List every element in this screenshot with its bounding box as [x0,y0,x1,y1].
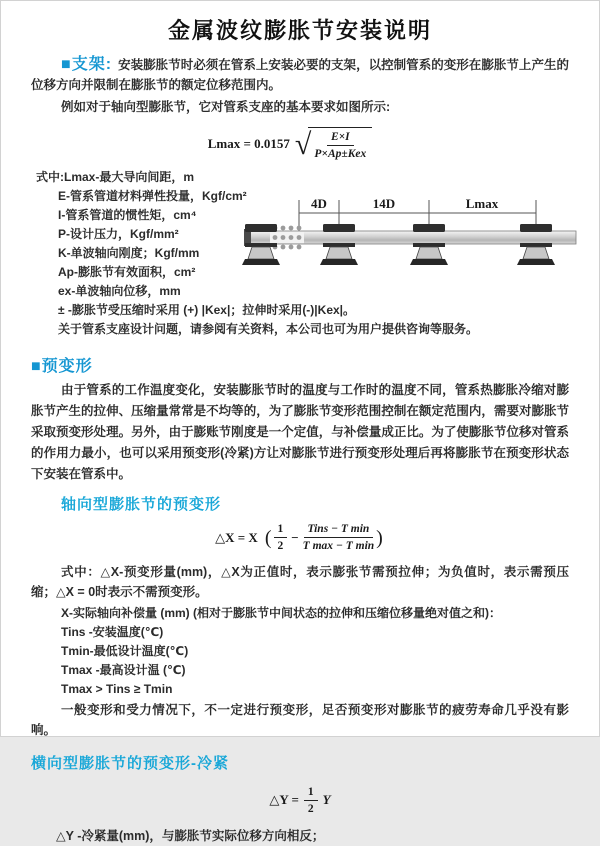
dim-label-4d: 4D [311,196,327,211]
lateral-predeform-title: 横向型膨胀节的预变形-冷紧 [31,754,229,772]
lmax-fraction-numerator: E×I [327,130,354,146]
definition-k: K-单波轴向刚度；Kgf/mm [58,245,200,260]
support-closing-note: 关于管系支座设计问题，请参阅有关资料，本公司也可为用户提供咨询等服务。 [58,321,479,336]
support-section-heading: ■支架: [61,56,113,73]
axial-formula-note: 式中：△X-预变形量(mm)，△X为正值时，表示膨张节需预拉伸；为负值时，表示需预压缩；△X = 0时表示不需预变形。 [31,564,569,599]
one-half-fraction: $\frac{1}{2}$ [274,522,288,554]
lateral-formula-suffix: Y [322,792,331,808]
predeform-paragraph: 由于管系的工作温度变化，安装膨胀节时的温度与工作时的温度不同，管系热膨胀冷缩对膨胀节产生的拉伸、压缩量常常是不均等的，为了膨胀节变形范围控制在额定范围内，需要对膨胀节采取预变形处理。另外，由于膨账节刚度是一个定值，与补偿量成正比。为了使膨胀节位移对管系的作用力最小，也可以采用预变形(冷紧)方让对膨胀节进行预变形处理后再将膨胀节在预变形状态下安装在管系中。 [31,382,569,481]
minus-operator: − [291,529,299,545]
lateral-predeform-formula [1,785,599,817]
predeform-section-heading: ■预变形 [31,357,93,375]
pipe-support-anchor [242,224,280,265]
pipe-support [410,224,448,265]
definition-ap: Ap-膨胀节有效面积，cm² [58,264,196,279]
axial-item-tmax: Tmax -最高设计温 (℃) [61,662,186,677]
dim-label-lmax: Lmax [465,196,499,211]
axial-formula-prefix: △X = X [215,529,258,545]
axial-item-relation: Tmax > Tins ≥ Tmin [61,681,173,696]
pipe-support [320,224,358,265]
axial-item-tmin: Tmin-最低设计温度(℃) [61,643,189,658]
page-title: 金属波纹膨胀节安装说明 [167,18,432,43]
temperature-fraction: $\frac{\text{Tins − T min}}{\text{T max − T min}}$ [302,522,375,553]
support-intro-text: 安装膨胀节时必须在管系上安装必要的支架，以控制管系的变形在膨胀节上产生的位移方向并限制在膨胀节的额定位移范围内。 [31,58,569,92]
right-paren: ) [376,526,383,549]
lmax-fraction [314,130,366,162]
definition-i: I-管系管道的惯性矩，cm⁴ [58,207,197,222]
axial-item-x: X-实际轴向补偿量 (mm) (相对于膨胀节中间状态的拉伸和压缩位移量绝对值之和)： [61,605,501,620]
axial-symbol-list [61,604,569,699]
support-intro-paragraph [31,55,569,95]
axial-predeform-title: 轴向型膨胀节的预变形 [61,495,222,513]
axial-closing-note: 一般变形和受力情况下，不一定进行预变形，足否预变形对膨胀节的疲劳寿命几乎没有影响。 [31,702,569,737]
definition-ex: ex-单波轴向位移，mm [58,283,181,298]
definition-kex-sign: ± -膨胀节受压缩时采用 (+) |Kex|；拉伸时采用(-)|Kex|。 [58,302,356,317]
lmax-formula-prefix: Lmax = 0.0157 [207,136,290,152]
dim-label-14d: 14D [372,196,396,211]
one-half-fraction: $\frac{1}{2}$ [304,785,318,817]
definition-lmax: 式中:Lmax-最大导向间距，m [36,169,195,184]
lmax-fraction-denominator: P×Ap±Kex [314,148,367,161]
lateral-formula-note: △Y -冷紧量(mm)，与膨胀节实际位移方向相反； [56,829,325,844]
support-example-line: 例如对于轴向型膨胀节，它对管系支座的基本要求如图所示: [61,100,391,114]
lmax-formula [1,127,599,162]
left-paren: ( [264,526,272,549]
pipe-support [517,224,555,265]
pipe-support-diagram [244,191,596,291]
sqrt-radical-icon: √ $\frac{E\times I}{\text{P×Ap±Kex}}$ [295,127,372,162]
axial-item-tins: Tins -安装温度(℃) [61,624,164,639]
lateral-formula-prefix: △Y = [269,792,299,808]
axial-predeform-formula [1,522,599,554]
definition-p: P-设计压力，Kgf/mm² [58,226,179,241]
definition-e: E-管系管道材料弹性投量，Kgf/cm² [58,188,247,203]
